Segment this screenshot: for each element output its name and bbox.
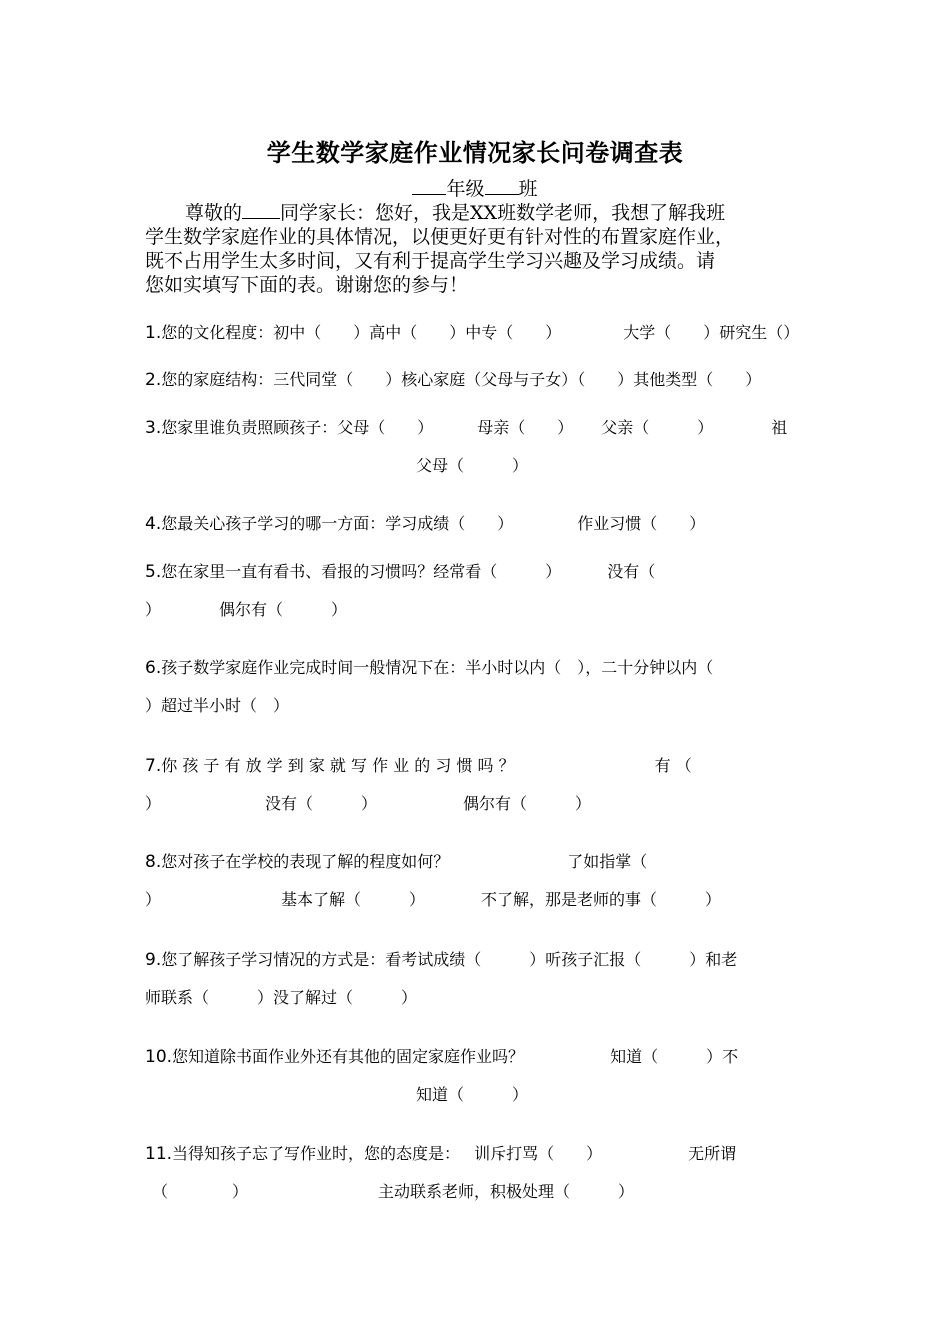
question-11: 11.当得知孩子忘了写作业时，您的态度是： 训斥打骂（ ） 无所谓 [145,1144,737,1164]
question-5-cont: ） 偶尔有（ ） [145,600,348,619]
question-3-cont: 父母（ ） [416,456,529,475]
intro-line-4: 您如实填写下面的表。谢谢您的参与！ [145,274,469,296]
intro-paragraph [145,200,810,297]
grade-label: 年级 [446,178,485,200]
question-11-cont: （ ） 主动联系老师，积极处理（ ） [152,1182,635,1201]
question-4: 4.您最关心孩子学习的哪一方面：学习成绩（ ） 作业习惯（ ） [145,514,706,534]
intro-line-1: 尊敬的 同学家长：您好，我是XX班数学老师，我想了解我班 [185,202,726,224]
student-name-blank [242,200,280,219]
intro-line-3: 既不占用学生太多时间，又有利于提高学生学习兴趣及学习成绩。请 [145,250,716,272]
question-8: 8.您对孩子在学校的表现了解的程度如何？ 了如指掌（ [145,852,648,872]
question-3: 3.您家里谁负责照顾孩子：父母（ ） 母亲（ ） 父亲（ ） 祖 [145,418,788,438]
class-blank [485,176,519,195]
question-7-cont: ） 没有（ ） 偶尔有（ ） [145,794,592,813]
question-2: 2.您的家庭结构：三代同堂（ ）核心家庭（父母与子女）（ ）其他类型（ ） [145,370,762,390]
question-9: 9.您了解孩子学习情况的方式是：看考试成绩（ ）听孩子汇报（ ）和老 [145,950,738,970]
grade-class-line [0,174,950,201]
question-5: 5.您在家里一直有看书、看报的习惯吗？经常看（ ） 没有（ [145,562,656,582]
document-title: 学生数学家庭作业情况家长问卷调查表 [266,138,684,167]
question-10: 10.您知道除书面作业外还有其他的固定家庭作业吗？ 知道（ ）不 [145,1047,739,1067]
question-9-cont: 师联系（ ）没了解过（ ） [145,988,418,1007]
question-10-cont: 知道（ ） [416,1085,529,1104]
question-6-cont: ）超过半小时（ ） [145,696,290,715]
question-7: 7.你 孩 子 有 放 学 到 家 就 写 作 业 的 习 惯 吗 ？ 有 （ [145,756,692,776]
question-8-cont: ） 基本了解（ ） 不了解，那是老师的事（ ） [145,890,722,909]
intro-line-2: 学生数学家庭作业的具体情况，以便更好更有针对性的布置家庭作业， [145,226,735,248]
question-6: 6.孩子数学家庭作业完成时间一般情况下在：半小时以内（ ），二十分钟以内（ [145,658,714,678]
class-label: 班 [518,178,538,200]
question-1: 1.您的文化程度：初中（ ）高中（ ）中专（ ） 大学（ ）研究生（） [145,323,800,343]
grade-blank [412,176,446,195]
